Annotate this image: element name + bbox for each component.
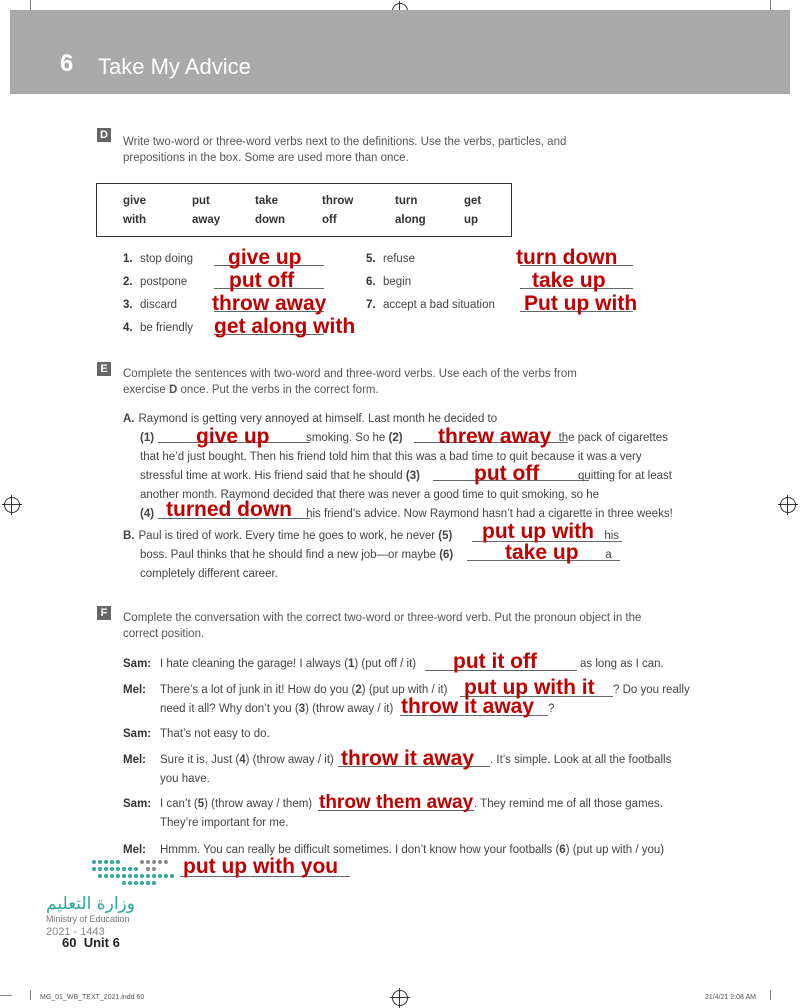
box-word: along [395, 214, 426, 226]
item-number: 2. [123, 276, 133, 288]
item-number: 5. [366, 253, 376, 265]
item-definition: discard [140, 299, 178, 311]
box-word: put [192, 195, 210, 207]
dialogue-line: you have. [160, 773, 210, 785]
dialogue-line: . They remind me of all those games. [474, 798, 663, 810]
item-number: 6. [366, 276, 376, 288]
box-word: get [464, 195, 482, 207]
answer-text: get along with [214, 315, 356, 338]
section-d-badge: D [97, 128, 111, 142]
speaker-sam: Sam: [123, 798, 152, 810]
footer-date: 21/4/21 2:08 AM [705, 994, 756, 1001]
dialogue-line: I can’t (5) (throw away / them) [160, 798, 313, 810]
dialogue-line: I hate cleaning the garage! I always (1) (put off / it) [160, 658, 417, 670]
dialogue-line: as long as I can. [580, 658, 664, 670]
label-b: B. [123, 530, 135, 542]
section-f-instruction-2: correct position. [123, 628, 205, 640]
paragraph-a: A. Raymond is getting very annoyed at himself. Last month he decided to (1) smoking. So he (2) the pack of cigarettes that he’d just bought. Then his friend told him that this was a bad time to quit because it was a very stressful time at work. His friend said that he should (3) quitting for at least another month. Raymond decided that there was never a good time to quit smoking, so he (4) his friend’s advice. Now Raymond hasn’t had a cigarette in three weeks! [123, 413, 673, 520]
answer-text: take up [505, 541, 579, 564]
speaker-mel: Mel: [123, 684, 146, 696]
item-definition: begin [383, 276, 412, 288]
speaker-sam: Sam: [123, 658, 152, 670]
answer-text: put up with [482, 520, 594, 543]
ministry-logo-dots [90, 856, 182, 890]
ministry-english: Ministry of Education [46, 914, 130, 924]
ministry-arabic: وزارة التعليم [46, 894, 135, 914]
answer-text: throw it away [401, 695, 535, 718]
answer-text: turn down [516, 246, 618, 269]
answer-text: throw it away [341, 747, 475, 770]
answer-text: put up with it [464, 676, 595, 699]
dialogue-line: There’s a lot of junk in it! How do you (2) (put up with / it) [160, 684, 448, 696]
section-e-badge: E [97, 362, 111, 376]
box-word: up [464, 214, 479, 226]
answer-text: give up [228, 246, 302, 269]
dialogue-line: . It’s simple. Look at all the footballs [490, 754, 672, 766]
answer-text: give up [196, 425, 270, 448]
item-definition: refuse [383, 253, 415, 265]
section-d-instruction-1: Write two-word or three-word verbs next to the definitions. Use the verbs, particles, and [123, 136, 567, 148]
dialogue-line: Sure it is. Just (4) (throw away / it) [160, 754, 334, 766]
paragraph-b: B. Paul is tired of work. Every time he goes to work, he never (5) his boss. Paul thinks that he should find a new job—or maybe (6) a completely different career. [123, 530, 620, 580]
dialogue-line: need it all? Why don’t you (3) (throw away / it) [160, 703, 394, 715]
footer-file: MG_01_WB_TEXT_2021.indd 60 [40, 994, 145, 1001]
answer-text: turned down [166, 498, 292, 521]
chapter-title: Take My Advice [98, 54, 251, 79]
speaker-mel: Mel: [123, 844, 146, 856]
word-box [96, 183, 512, 237]
answer-text: put off [474, 462, 540, 485]
section-f-badge: F [97, 606, 111, 620]
answer-text: put off [229, 269, 295, 292]
answer-text: take up [532, 269, 606, 292]
dialogue-line: Hmmm. You can really be difficult sometimes. I don’t know how your footballs (6) (put up with / you) [160, 844, 665, 856]
item-number: 3. [123, 299, 133, 311]
answer-text: Put up with [524, 292, 638, 315]
answer-text: put up with you [183, 855, 339, 878]
section-e-instruction-1: Complete the sentences with two-word and three-word verbs. Use each of the verbs from [123, 368, 577, 380]
dialogue-line: That’s not easy to do. [160, 728, 270, 740]
item-number: 7. [366, 299, 376, 311]
box-word: away [192, 214, 221, 226]
box-word: with [123, 214, 146, 226]
box-word: take [255, 195, 279, 207]
label-a: A. [123, 413, 135, 425]
item-definition: postpone [140, 276, 188, 288]
chapter-number: 6 [60, 50, 74, 77]
speaker-sam: Sam: [123, 728, 152, 740]
section-f-instruction-1: Complete the conversation with the correct two-word or three-word verb. Put the pronoun object in the [123, 612, 642, 624]
answer-text: threw away [438, 425, 552, 448]
speaker-mel: Mel: [123, 754, 146, 766]
item-number: 4. [123, 322, 133, 334]
section-e-instruction-2: exercise D once. Put the verbs in the correct form. [123, 384, 379, 396]
dialogue-line: ? [548, 703, 555, 715]
registration-mark-right [780, 497, 796, 513]
item-definition: stop doing [140, 253, 194, 265]
registration-mark-bottom [392, 990, 408, 1006]
box-word: throw [322, 195, 354, 207]
dialogue-line: ? Do you really [613, 684, 690, 696]
box-word: off [322, 214, 337, 226]
item-definition: accept a bad situation [383, 299, 495, 311]
item-number: 1. [123, 253, 133, 265]
answer-text: put it off [453, 650, 537, 673]
box-word: give [123, 195, 147, 207]
page-number: 60 Unit 6 [62, 935, 120, 950]
registration-mark-left [4, 497, 20, 513]
chapter-header [10, 10, 790, 94]
section-d-instruction-2: prepositions in the box. Some are used more than once. [123, 152, 409, 164]
answer-text: throw them away [319, 792, 474, 813]
answer-text: throw away [212, 292, 327, 315]
box-word: down [255, 214, 286, 226]
dialogue-line: They’re important for me. [160, 817, 289, 829]
item-definition: be friendly [140, 322, 194, 334]
ministry-year: 2021 - 1443 [46, 926, 105, 938]
box-word: turn [395, 195, 418, 207]
